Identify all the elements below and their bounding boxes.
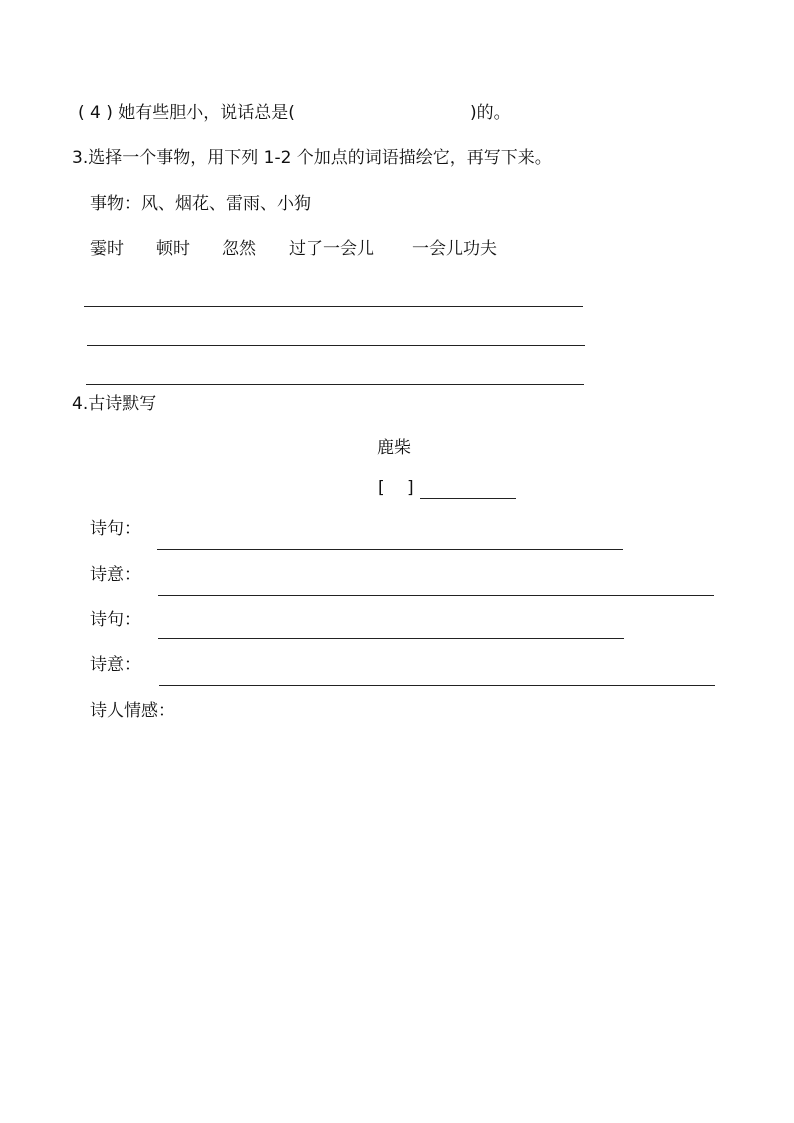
word-item: 过了一会儿: [289, 239, 374, 259]
things-label: 事物：风、烟花、雷雨、小狗: [90, 194, 311, 214]
poem-meaning-label: 诗意：: [90, 655, 141, 675]
answer-line[interactable]: [159, 685, 715, 686]
question-4-title: 4.古诗默写: [72, 394, 157, 414]
answer-line[interactable]: [158, 595, 714, 596]
poem-meaning-label: 诗意：: [90, 565, 141, 585]
poem-title: 鹿柴: [377, 438, 411, 458]
word-item: 顿时: [156, 239, 190, 259]
fill-item-4-prefix: ( 4 ) 她有些胆小，说话总是(: [78, 103, 295, 123]
poem-line-label: 诗句：: [90, 519, 141, 539]
word-item: 忽然: [222, 239, 256, 259]
answer-line[interactable]: [158, 638, 624, 639]
question-3-title: 3.选择一个事物，用下列 1-2 个加点的词语描绘它，再写下来。: [72, 148, 552, 168]
poet-emotion-label: 诗人情感：: [90, 701, 175, 721]
word-item: 霎时: [90, 239, 124, 259]
poem-author-bracket: [ ]: [378, 478, 414, 498]
poem-line-label: 诗句：: [90, 610, 141, 630]
answer-line[interactable]: [84, 306, 583, 307]
fill-blank-answer[interactable]: [314, 103, 470, 123]
answer-line[interactable]: [87, 345, 585, 346]
fill-item-4-suffix: )的。: [470, 103, 511, 123]
answer-line[interactable]: [86, 384, 584, 385]
author-answer-line[interactable]: [420, 498, 516, 499]
word-item: 一会儿功夫: [412, 239, 497, 259]
answer-line[interactable]: [157, 549, 623, 550]
